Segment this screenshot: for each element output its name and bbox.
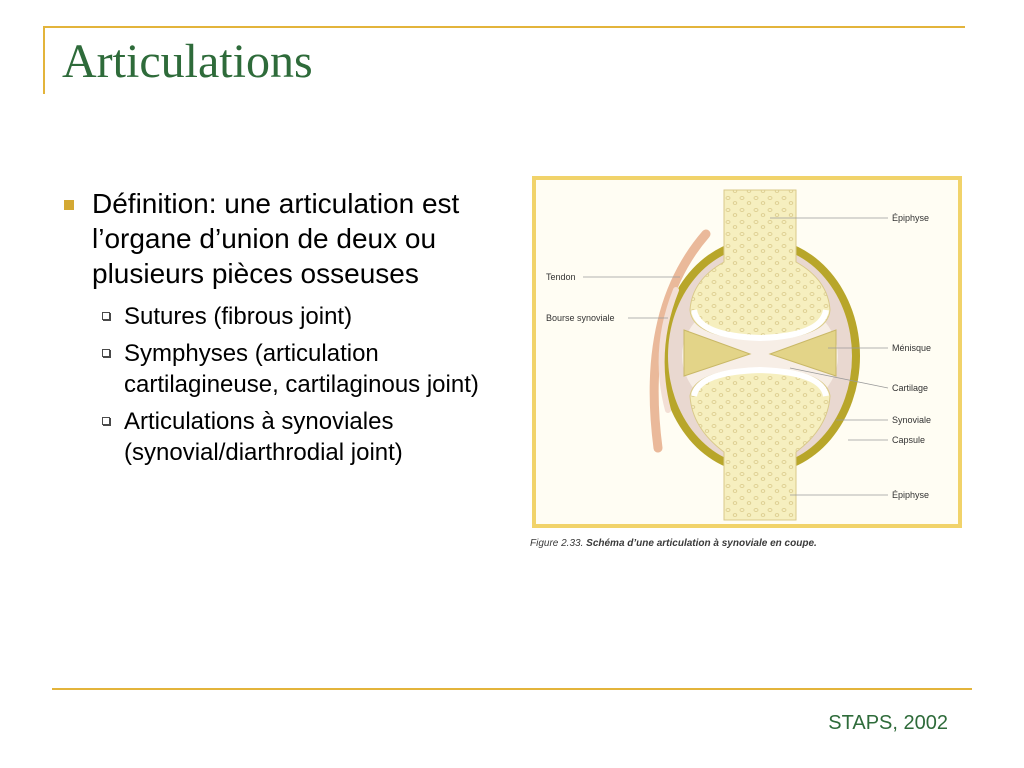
sub-bullet-text: Symphyses (articulation cartilagineuse, cartilaginous joint) (124, 340, 479, 398)
title-frame-top (43, 26, 965, 28)
sub-bullet-item (102, 301, 500, 332)
figure-caption (530, 538, 817, 549)
hollow-square-bullet-icon (102, 312, 110, 320)
hollow-square-bullet-icon (102, 417, 110, 425)
definition-text: Définition: une articulation est l’organe d’union de deux ou plusieurs pièces osseuses (92, 188, 460, 289)
synovial-joint-diagram (528, 170, 968, 570)
slide-content (60, 186, 500, 474)
sub-bullet-item (102, 406, 500, 468)
joint-diagram-figure (528, 170, 968, 570)
sub-bullet-list (102, 301, 500, 468)
title-frame-left (43, 26, 45, 94)
main-bullet (60, 186, 500, 291)
sub-bullet-text: Sutures (fibrous joint) (124, 303, 353, 330)
footer-text: STAPS, 2002 (828, 712, 948, 734)
sub-bullet-text: Articulations à synoviales (synovial/diarthrodial joint) (124, 408, 403, 466)
caption-number: Figure 2.33. (530, 538, 584, 549)
footer-divider (52, 688, 972, 690)
slide-title: Articulations (62, 35, 313, 88)
label-epiphyse-top: Épiphyse (892, 213, 930, 223)
label-tendon: Tendon (546, 272, 576, 282)
filled-square-bullet-icon (64, 200, 74, 210)
label-menisque: Ménisque (892, 343, 932, 353)
label-epiphyse-bottom: Épiphyse (892, 490, 930, 500)
label-synoviale: Synoviale (892, 415, 932, 425)
caption-title: Schéma d’une articulation à synoviale en coupe. (586, 538, 817, 549)
sub-bullet-item (102, 338, 500, 400)
label-bourse-synoviale: Bourse synoviale (546, 313, 615, 323)
label-cartilage: Cartilage (892, 383, 929, 393)
hollow-square-bullet-icon (102, 349, 110, 357)
label-capsule: Capsule (892, 435, 926, 445)
